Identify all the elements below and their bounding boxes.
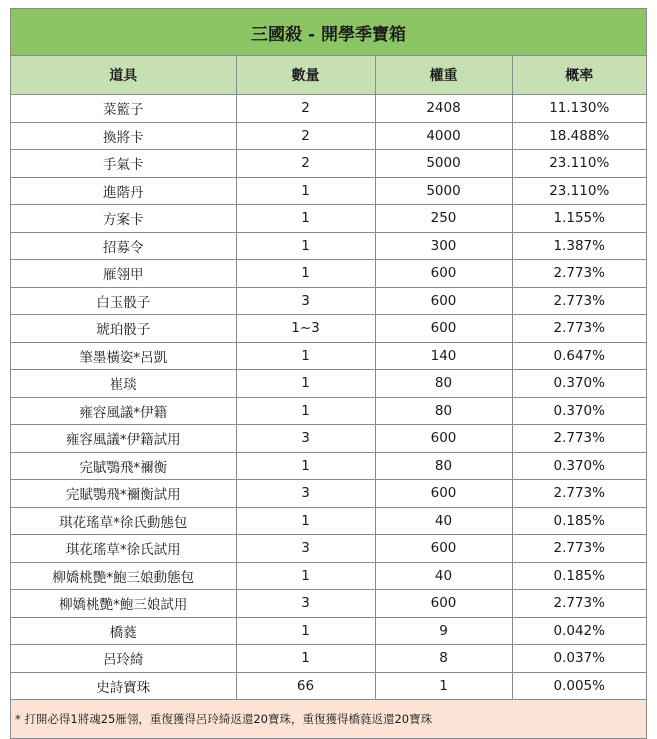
probability-cell: 2.773% [512, 287, 646, 315]
item-name-cell: 柳嬌桃艷*鮑三娘動態包 [11, 562, 236, 590]
probability-cell: 0.185% [512, 562, 646, 590]
weight-cell: 5000 [375, 177, 512, 205]
loot-table-frame [10, 8, 647, 739]
quantity-cell: 66 [236, 672, 375, 700]
probability-cell: 1.387% [512, 232, 646, 260]
item-name-cell: 白玉骰子 [11, 287, 236, 315]
table-row [11, 452, 646, 480]
weight-cell: 9 [375, 617, 512, 645]
weight-cell: 600 [375, 287, 512, 315]
quantity-cell: 2 [236, 150, 375, 178]
probability-cell: 0.005% [512, 672, 646, 700]
weight-cell: 600 [375, 260, 512, 288]
table-row [11, 122, 646, 150]
weight-cell: 140 [375, 342, 512, 370]
table-row [11, 562, 646, 590]
table-title: 三國殺 - 開學季寶箱 [11, 9, 646, 56]
item-name-cell: 換將卡 [11, 122, 236, 150]
weight-cell: 2408 [375, 95, 512, 123]
table-row [11, 535, 646, 563]
item-name-cell: 進階丹 [11, 177, 236, 205]
quantity-cell: 1 [236, 260, 375, 288]
quantity-cell: 1 [236, 370, 375, 398]
weight-cell: 600 [375, 315, 512, 343]
item-name-cell: 雍容風議*伊籍試用 [11, 425, 236, 453]
table-row [11, 342, 646, 370]
item-name-cell: 琥珀骰子 [11, 315, 236, 343]
item-name-cell: 琪花瑤草*徐氏試用 [11, 535, 236, 563]
weight-cell: 40 [375, 507, 512, 535]
probability-cell: 18.488% [512, 122, 646, 150]
probability-cell: 2.773% [512, 535, 646, 563]
item-name-cell: 手氣卡 [11, 150, 236, 178]
table-row [11, 617, 646, 645]
quantity-cell: 3 [236, 535, 375, 563]
table-row [11, 507, 646, 535]
quantity-cell: 2 [236, 95, 375, 123]
weight-cell: 4000 [375, 122, 512, 150]
quantity-cell: 1 [236, 617, 375, 645]
probability-cell: 0.370% [512, 452, 646, 480]
probability-cell: 2.773% [512, 315, 646, 343]
table-row [11, 287, 646, 315]
probability-cell: 0.370% [512, 370, 646, 398]
table-row [11, 205, 646, 233]
item-name-cell: 雁翎甲 [11, 260, 236, 288]
header-weight: 權重 [375, 56, 512, 95]
probability-cell: 0.370% [512, 397, 646, 425]
weight-cell: 600 [375, 590, 512, 618]
weight-cell: 600 [375, 535, 512, 563]
item-name-cell: 筆墨橫姿*呂凱 [11, 342, 236, 370]
quantity-cell: 1 [236, 507, 375, 535]
weight-cell: 80 [375, 397, 512, 425]
quantity-cell: 1 [236, 452, 375, 480]
weight-cell: 1 [375, 672, 512, 700]
table-body [11, 95, 646, 700]
item-name-cell: 菜籃子 [11, 95, 236, 123]
item-name-cell: 完賦鶚飛*禰衡 [11, 452, 236, 480]
table-row [11, 177, 646, 205]
table-row [11, 672, 646, 700]
probability-cell: 0.042% [512, 617, 646, 645]
item-name-cell: 史詩寶珠 [11, 672, 236, 700]
item-name-cell: 雍容風議*伊籍 [11, 397, 236, 425]
table-row [11, 260, 646, 288]
quantity-cell: 1 [236, 397, 375, 425]
header-row [11, 56, 646, 95]
table-row [11, 425, 646, 453]
quantity-cell: 1 [236, 562, 375, 590]
probability-cell: 2.773% [512, 425, 646, 453]
probability-cell: 23.110% [512, 177, 646, 205]
quantity-cell: 1 [236, 205, 375, 233]
probability-cell: 2.773% [512, 480, 646, 508]
table-row [11, 397, 646, 425]
quantity-cell: 1~3 [236, 315, 375, 343]
table-row [11, 150, 646, 178]
quantity-cell: 3 [236, 590, 375, 618]
weight-cell: 80 [375, 452, 512, 480]
item-name-cell: 完賦鶚飛*禰衡試用 [11, 480, 236, 508]
quantity-cell: 3 [236, 480, 375, 508]
item-name-cell: 方案卡 [11, 205, 236, 233]
table-row [11, 590, 646, 618]
table-row [11, 480, 646, 508]
item-name-cell: 崔琰 [11, 370, 236, 398]
header-probability: 概率 [512, 56, 646, 95]
quantity-cell: 1 [236, 645, 375, 673]
probability-cell: 23.110% [512, 150, 646, 178]
weight-cell: 8 [375, 645, 512, 673]
table-row [11, 315, 646, 343]
weight-cell: 600 [375, 480, 512, 508]
weight-cell: 250 [375, 205, 512, 233]
weight-cell: 40 [375, 562, 512, 590]
quantity-cell: 1 [236, 342, 375, 370]
quantity-cell: 1 [236, 232, 375, 260]
weight-cell: 80 [375, 370, 512, 398]
header-item: 道具 [11, 56, 236, 95]
table-row [11, 645, 646, 673]
quantity-cell: 1 [236, 177, 375, 205]
quantity-cell: 3 [236, 287, 375, 315]
quantity-cell: 3 [236, 425, 375, 453]
quantity-cell: 2 [236, 122, 375, 150]
table-row [11, 232, 646, 260]
footnote: * 打開必得1將魂25雁翎，重復獲得呂玲綺返還20寶珠，重復獲得橋蕤返還20寶珠 [11, 700, 646, 738]
probability-cell: 0.647% [512, 342, 646, 370]
weight-cell: 300 [375, 232, 512, 260]
table-row [11, 370, 646, 398]
probability-cell: 11.130% [512, 95, 646, 123]
weight-cell: 600 [375, 425, 512, 453]
item-name-cell: 琪花瑤草*徐氏動態包 [11, 507, 236, 535]
probability-cell: 2.773% [512, 260, 646, 288]
probability-cell: 0.037% [512, 645, 646, 673]
probability-cell: 2.773% [512, 590, 646, 618]
weight-cell: 5000 [375, 150, 512, 178]
item-name-cell: 柳嬌桃艷*鮑三娘試用 [11, 590, 236, 618]
table-row [11, 95, 646, 123]
header-quantity: 數量 [236, 56, 375, 95]
probability-cell: 1.155% [512, 205, 646, 233]
item-name-cell: 呂玲綺 [11, 645, 236, 673]
item-name-cell: 招募令 [11, 232, 236, 260]
item-name-cell: 橋蕤 [11, 617, 236, 645]
probability-cell: 0.185% [512, 507, 646, 535]
drop-rate-table [11, 56, 646, 700]
